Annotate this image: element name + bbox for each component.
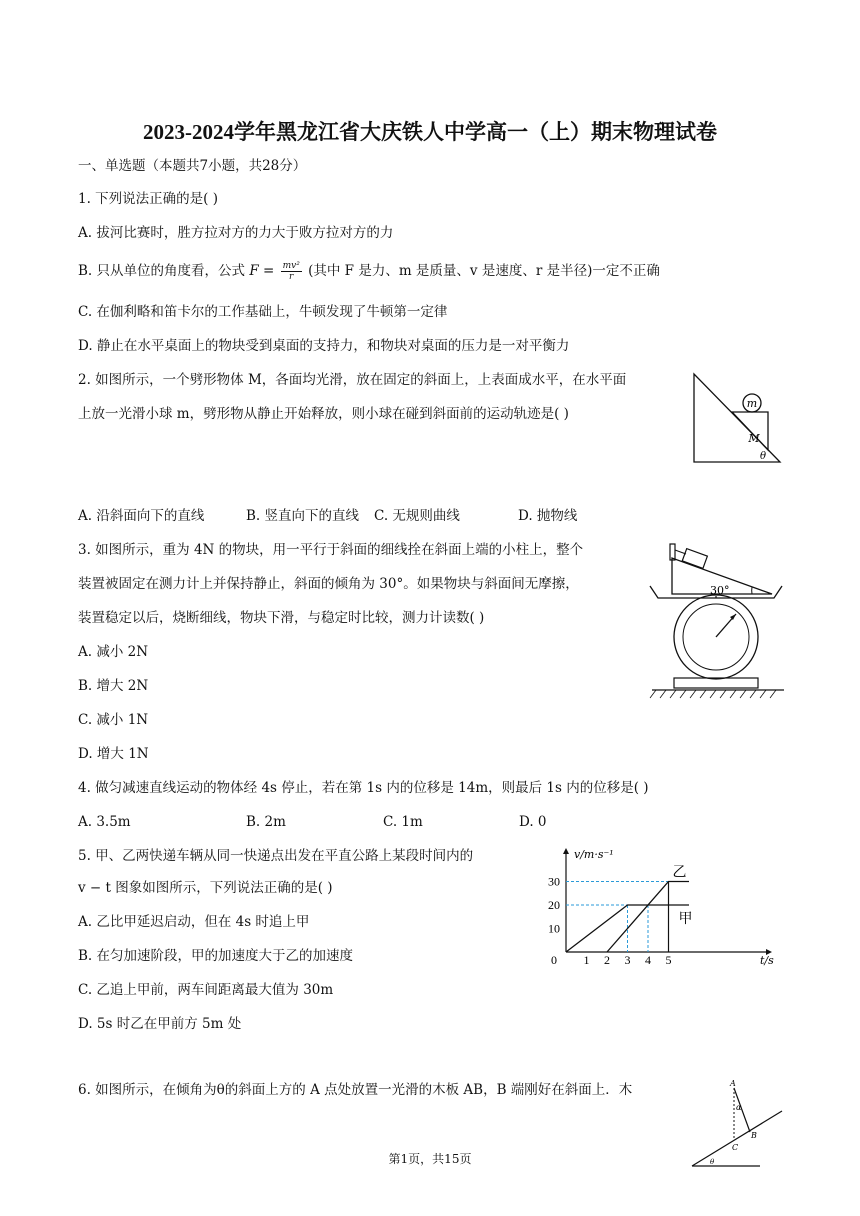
q4-option-c: C. 1m (383, 814, 423, 830)
q1-option-c: C. 在伽利略和笛卡尔的工作基础上，牛顿发现了牛顿第一定律 (78, 304, 448, 320)
x-tick-label: 3 (624, 953, 631, 967)
q2-option-c: C. 无规则曲线 (374, 508, 460, 524)
q2-option-a: A. 沿斜面向下的直线 (78, 508, 205, 524)
q1-option-a: A. 拔河比赛时，胜方拉对方的力大于败方拉对方的力 (78, 225, 394, 241)
page-title: 2023-2024学年黑龙江省大庆铁人中学高一（上）期末物理试卷 (143, 120, 717, 144)
q1-b-suffix: (其中 F 是力、m 是质量、v 是速度、r 是半径)一定不正确 (308, 263, 660, 279)
q2-option-d: D. 抛物线 (518, 508, 578, 524)
q2-fig-label-m: m (746, 397, 758, 410)
y-tick-label: 20 (548, 898, 560, 912)
q5-stem-line1: 5. 甲、乙两快递车辆从同一快递点出发在平直公路上某段时间内的 (78, 848, 474, 864)
q3-option-a: A. 减小 2N (78, 644, 149, 660)
y-tick-label: 30 (548, 874, 560, 889)
series-label-yi: 乙 (672, 864, 687, 881)
q5-stem-line2: v − t 图象如图所示，下列说法正确的是( ) (78, 880, 333, 896)
x-tick-label: 5 (665, 953, 672, 967)
q6-fig-label-B: B (751, 1131, 757, 1140)
q1-formula-numerator: mv² (282, 261, 300, 271)
q1-formula-denominator: r (289, 272, 294, 282)
x-axis-label: t/s (760, 954, 774, 967)
q3-option-b: B. 增大 2N (78, 678, 149, 694)
q1-b-prefix: B. 只从单位的角度看，公式 (78, 263, 246, 279)
q1-formula-fraction (281, 261, 302, 282)
q3-option-d: D. 增大 1N (78, 746, 149, 762)
x-tick-label: 0 (551, 953, 557, 967)
q2-fig-label-M: M (748, 432, 760, 445)
q6-fig-label-C: C (732, 1143, 739, 1152)
q1-option-b (78, 258, 660, 284)
q1-option-d: D. 静止在水平桌面上的物块受到桌面的支持力，和物块对桌面的压力是一对平衡力 (78, 338, 570, 354)
q1-stem: 1. 下列说法正确的是( ) (78, 191, 218, 207)
y-axis-label: v/m·s⁻¹ (574, 848, 614, 861)
x-tick-label: 4 (645, 953, 651, 967)
q4-stem: 4. 做匀减速直线运动的物体经 4s 停止，若在第 1s 内的位移是 14m，则最后 1s 内的位移是( ) (78, 780, 649, 796)
q5-option-d: D. 5s 时乙在甲前方 5m 处 (78, 1016, 242, 1032)
q2-stem-line2: 上放一光滑小球 m，劈形物从静止开始释放，则小球在碰到斜面前的运动轨迹是( ) (78, 406, 569, 422)
x-tick-label: 2 (604, 953, 610, 967)
q6-stem: 6. 如图所示，在倾角为θ的斜面上方的 A 点处放置一光滑的木板 AB，B 端刚好在斜面上．木 (78, 1082, 633, 1098)
q2-stem-line1: 2. 如图所示，一个劈形物体 M，各面均光滑，放在固定的斜面上，上表面成水平，在水平面 (78, 372, 627, 388)
x-tick-label: 1 (583, 953, 590, 967)
q4-option-a: A. 3.5m (78, 814, 131, 830)
series-label-jia: 甲 (678, 911, 693, 927)
q5-option-c: C. 乙追上甲前，两车间距离最大值为 30m (78, 982, 334, 998)
page-footer: 第1页，共15页 (388, 1152, 472, 1166)
q6-fig-label-A: A (730, 1079, 736, 1088)
y-tick-label: 10 (548, 921, 560, 936)
q2-option-b: B. 竖直向下的直线 (246, 508, 360, 524)
q3-stem-line3: 装置稳定以后，烧断细线，物块下滑，与稳定时比较，测力计读数( ) (78, 610, 485, 626)
q3-scale-figure (644, 536, 792, 702)
q3-option-c: C. 减小 1N (78, 712, 149, 728)
q5-option-a: A. 乙比甲延迟启动，但在 4s 时追上甲 (78, 914, 310, 930)
q4-option-b: B. 2m (246, 814, 286, 830)
y-axis-arrow (563, 848, 569, 854)
q6-fig-label-theta: θ (710, 1158, 715, 1166)
section-heading: 一、单选题（本题共7小题，共28分） (78, 158, 307, 174)
q3-stem-line1: 3. 如图所示，重为 4N 的物块，用一平行于斜面的细线拴在斜面上端的小柱上，整个 (78, 542, 584, 558)
q3-fig-angle-label: 30° (710, 584, 730, 597)
q1-formula-lhs: F = (249, 263, 275, 279)
q5-vt-chart (540, 840, 790, 970)
q6-fig-label-alpha: α (736, 1103, 742, 1112)
q5-option-b: B. 在匀加速阶段，甲的加速度大于乙的加速度 (78, 948, 354, 964)
q4-option-d: D. 0 (519, 814, 547, 830)
q3-stem-line2: 装置被固定在测力计上并保持静止，斜面的倾角为 30°。如果物块与斜面间无摩擦， (78, 576, 579, 592)
q2-fig-label-theta: θ (760, 451, 767, 462)
q2-wedge-figure (690, 370, 786, 466)
